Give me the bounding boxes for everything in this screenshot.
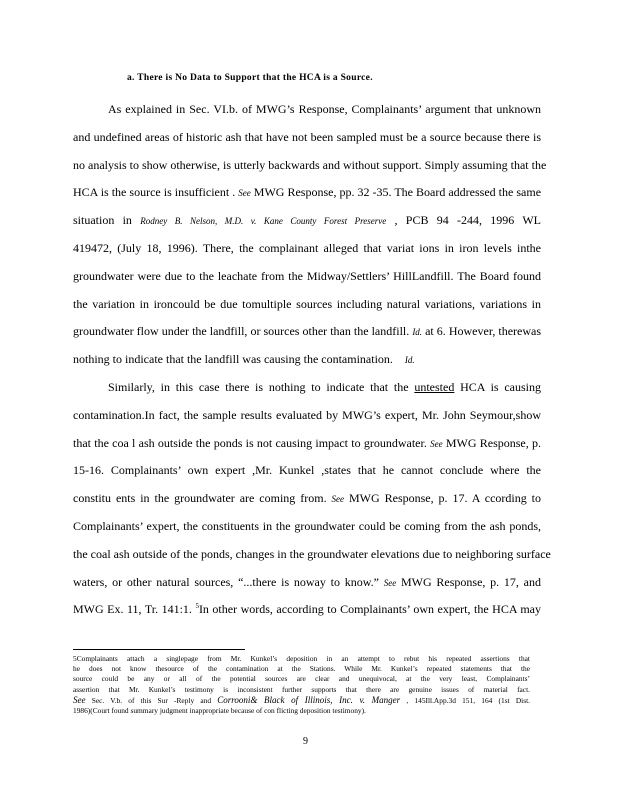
text-fragment: groundwater flow under the landfill, or sources other than the landfill. — [73, 324, 410, 339]
text-fragment: MWG Response, p. — [445, 435, 541, 450]
paragraph-1-line-1: As explained in Sec. VI.b. of MWG’s Response, Complainants’ argument that unknown — [108, 102, 541, 116]
text-fragment: , PCB 94 -244, 1996 WL — [394, 213, 542, 228]
paragraph-1-line-3: no analysis to show otherwise, is utterly backwards and without support. Simply assuming that the — [73, 157, 547, 172]
paragraph-2-line-8 — [73, 569, 541, 597]
citation-signal-see: See — [73, 694, 86, 705]
citation-signal-see: See — [383, 577, 397, 588]
page-number: 9 — [303, 736, 308, 747]
citation-signal-see: See — [430, 438, 443, 449]
paragraph-1-line-9 — [73, 318, 541, 346]
paragraph-2-line-7: the coal ash outside of the ponds, changes in the groundwater elevations due to neighboring surface — [73, 546, 551, 561]
text-fragment: In other words, according to Complainants’ own expert, the HCA may — [198, 602, 542, 617]
footnote-line-4: assertion that Mr. Kunkel’s testimony is inconsistent further supports that there are genuine issues of material fact. — [73, 684, 530, 694]
footnote — [73, 654, 530, 716]
citation-id: Id. — [404, 355, 415, 366]
footnote-line-3: source could be any or all of the potential sources are clear and unequivocal, at the very least, Complainants’ — [73, 674, 530, 684]
text-fragment: at 6. However, therewas — [425, 324, 542, 339]
case-name: Rodney B. Nelson, M.D. v. Kane County Forest Preserve — [140, 216, 387, 227]
footnote-marker: 5 — [195, 602, 199, 611]
text-fragment: Similarly, in this case there is nothing to indicate that the — [108, 379, 409, 394]
paragraph-2-line-3 — [73, 430, 541, 458]
footnote-line-1: 5Complainants attach a singlepage from Mr. Kunkel’s deposition in an attempt to rebut his repeated assertions that — [73, 654, 530, 663]
footnote-line-2: he does not know thesource of the contamination at the Stations. While Mr. Kunkel’s repeated statements that the — [73, 664, 530, 674]
text-fragment: HCA is causing — [460, 379, 542, 394]
paragraph-2-line-2: contamination.In fact, the sample results evaluated by MWG’s expert, Mr. John Seymour,show — [73, 407, 541, 422]
text-fragment: that the coa l ash outside the ponds is not causing impact to groundwater. — [73, 435, 427, 450]
paragraph-1-line-6: 419472, (July 18, 1996). There, the complainant alleged that variat ions in iron levels inthe — [73, 240, 541, 255]
text-fragment: constitu ents in the groundwater are coming from. — [73, 491, 327, 506]
paragraph-1-line-5 — [73, 207, 541, 235]
body-text — [73, 96, 551, 624]
paragraph-1-line-7: groundwater were due to the leachate from the Midway/Settlers’ HillLandfill. The Board found — [73, 268, 541, 283]
paragraph-2-line-5 — [73, 485, 541, 513]
underlined-word: untested — [414, 379, 455, 394]
paragraph-1-line-10 — [73, 346, 541, 374]
text-fragment: MWG Ex. 11, Tr. 141:1. — [73, 602, 192, 617]
paragraph-2-line-1 — [73, 374, 541, 402]
section-heading: a. There is No Data to Support that the HCA is a Source. — [127, 73, 373, 83]
citation-signal-see: See — [331, 494, 345, 505]
text-fragment: nothing to indicate that the landfill was causing the contamination. — [73, 352, 393, 367]
paragraph-1-line-2: and undefined areas of historic ash that have not been sampled must be a source because there is — [73, 129, 541, 144]
citation-signal-see: See — [238, 188, 251, 199]
text-fragment: MWG Response, pp. 32 -35. The Board addressed the same — [253, 185, 542, 200]
text-fragment: HCA is the source is insufficient . — [73, 185, 236, 200]
text-fragment: Sec. V.b. of this Sur -Reply and — [91, 695, 212, 705]
text-fragment: , 145Ill.App.3d 151, 164 (1st Dist. — [406, 695, 531, 705]
text-fragment: MWG Response, p. 17. A ccording to — [349, 491, 542, 506]
paragraph-2-line-9 — [73, 596, 541, 624]
paragraph-2-line-4: 15-16. Complainants’ own expert ,Mr. Kunkel ,states that he cannot conclude where the — [73, 463, 541, 478]
paragraph-1-line-4 — [73, 179, 541, 207]
text-fragment: waters, or other natural sources, “...there is noway to know.” — [73, 574, 379, 589]
text-fragment: situation in — [73, 213, 132, 228]
footnote-line-5 — [73, 695, 530, 706]
footnote-line-6: 1986)(Court found summary judgment inappropriate because of con flicting deposition testimony). — [73, 706, 366, 716]
footnote-separator — [73, 649, 245, 650]
case-name: Corrooni& Black of Illinois, Inc. v. Manger — [217, 694, 401, 705]
paragraph-2-line-6: Complainants’ expert, the constituents in the groundwater could be coming from the ash ponds, — [73, 518, 541, 533]
paragraph-1-line-8: the variation in ironcould be due tomultiple sources including natural variations, variations in — [73, 296, 541, 311]
citation-id: Id. — [412, 327, 423, 338]
text-fragment: MWG Response, p. 17, and — [400, 574, 542, 589]
